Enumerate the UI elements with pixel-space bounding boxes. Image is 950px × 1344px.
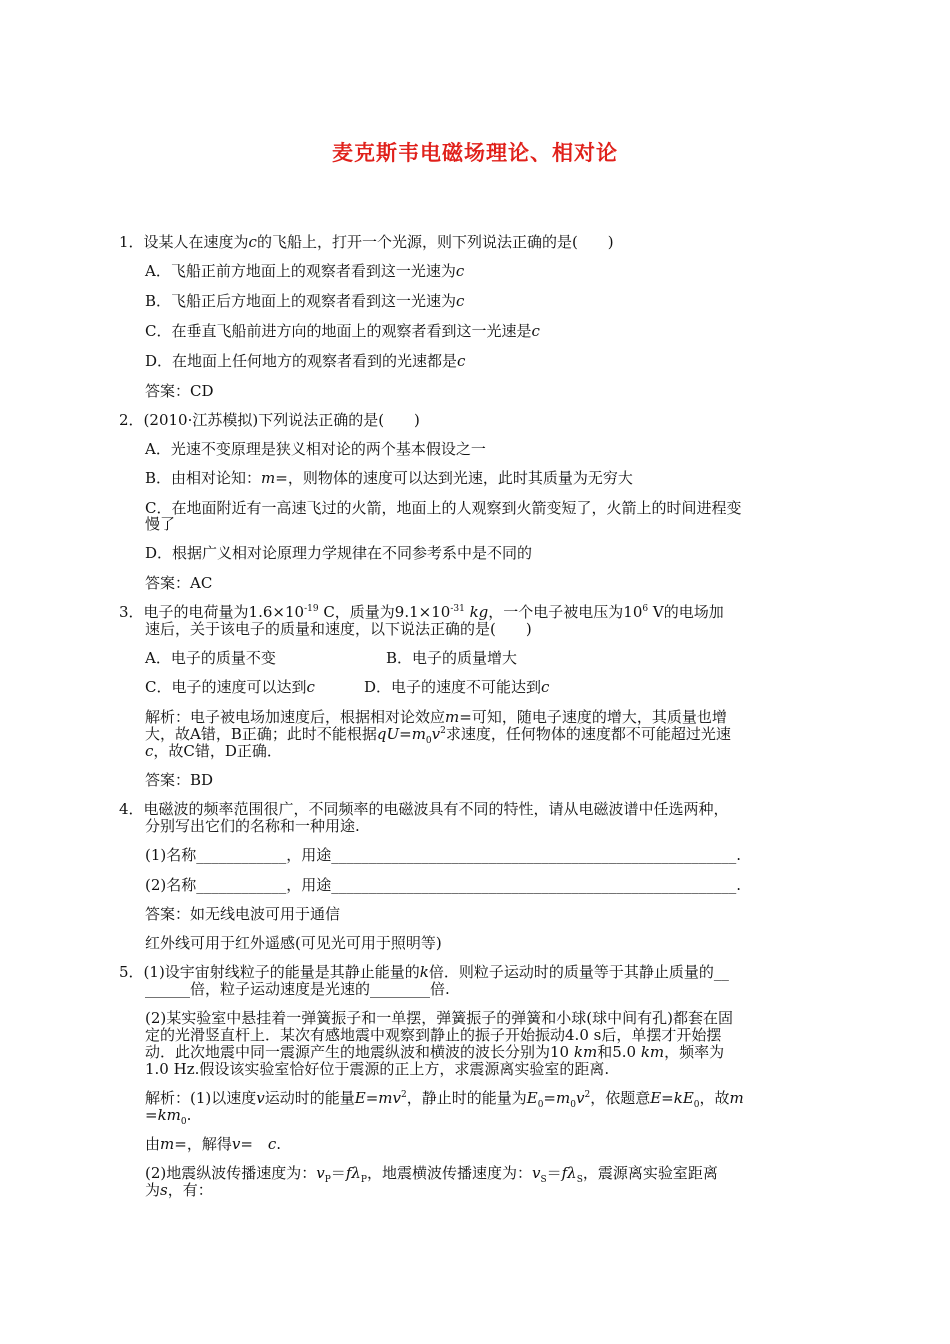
q3-option-c: C．电子的速度可以达到c: [145, 678, 315, 696]
q4-answer-line2: 红外线可用于红外遥感(可见光可用于照明等): [145, 934, 442, 952]
q1-answer: 答案：CD: [145, 382, 214, 400]
q1-option-d: D．在地面上任何地方的观察者看到的光速都是c: [145, 352, 466, 370]
q5-stem-line1: 5．(1)设宇宙射线粒子的能量是其静止能量的k倍．则粒子运动时的质量等于其静止质量的__: [119, 963, 729, 981]
q2-option-c-line2: 慢了: [145, 515, 176, 533]
q5-explanation-line5: 为s，有：: [145, 1181, 213, 1199]
q3-option-d: D．电子的速度不可能达到c: [364, 678, 550, 696]
q5-part2-line4: 1.0 Hz.假设该实验室恰好位于震源的正上方，求震源离实验室的距离.: [145, 1060, 610, 1078]
q4-stem-line1: 4．电磁波的频率范围很广，不同频率的电磁波具有不同的特性，请从电磁波谱中任选两种，: [119, 800, 729, 818]
q5-explanation-line2: $=km_0$.: [145, 1106, 192, 1127]
q5-explanation-line3: 由m=，解得v= c.: [145, 1135, 282, 1153]
q3-explanation-line1: 解析：电子被电场加速度后，根据相对论效应m=可知，随电子速度的增大，其质量也增: [145, 708, 727, 726]
q2-stem: 2．(2010·江苏模拟)下列说法正确的是( ): [119, 411, 420, 429]
q5-part2-line3: 动．此次地震中同一震源产生的地震纵波和横波的波长分别为10 km和5.0 km，频率为: [145, 1043, 725, 1061]
page-title: 麦克斯韦电磁场理论、相对论: [332, 140, 618, 165]
q1-stem: 1．设某人在速度为c的飞船上，打开一个光源，则下列说法正确的是( ): [119, 233, 614, 251]
q2-option-c-line1: C．在地面附近有一高速飞过的火箭，地面上的人观察到火箭变短了，火箭上的时间进程变: [145, 499, 742, 517]
q5-explanation-line1: 解析：(1)以速度v运动时的能量$E=mv^2$，静止时的能量为$E_0=m_0v^2$，依题意$E=kE_0$，故m: [145, 1089, 744, 1110]
q2-option-a: A．光速不变原理是狭义相对论的两个基本假设之一: [145, 440, 486, 458]
q5-part2-line1: (2)某实验室中悬挂着一弹簧振子和一单摆，弹簧振子的弹簧和小球(球中间有孔)都套在固: [145, 1009, 733, 1027]
q1-option-c: C．在垂直飞船前进方向的地面上的观察者看到这一光速是c: [145, 322, 540, 340]
q3-answer: 答案：BD: [145, 771, 214, 789]
q4-stem-line2: 分别写出它们的名称和一种用途.: [145, 817, 360, 835]
q5-stem-line2: ______倍，粒子运动速度是光速的________倍.: [145, 980, 450, 998]
q5-explanation-line4: (2)地震纵波传播速度为：$v_P=f\lambda_P$，地震横波传播速度为：$v_S=f\lambda_S$，震源离实验室距离: [145, 1164, 718, 1185]
q2-option-d: D．根据广义相对论原理力学规律在不同参考系中是不同的: [145, 544, 533, 562]
q3-option-a: A．电子的质量不变: [145, 649, 276, 667]
q4-answer-line1: 答案：如无线电波可用于通信: [145, 905, 341, 923]
q3-stem-line2: 速后，关于该电子的质量和速度，以下说法正确的是( ): [145, 620, 532, 638]
q3-stem-line1: 3．电子的电荷量为$1.6\times 10^{-19}$ C，质量为$9.1\times 10^{-31}$ kg，一个电子被电压为$10^6$ V的电场加: [119, 603, 724, 621]
q5-part2-line2: 定的光滑竖直杆上．某次有感地震中观察到静止的振子开始振动4.0 s后，单摆才开始摆: [145, 1026, 722, 1044]
q4-blank-1: (1)名称____________，用途______________________________________________________.: [145, 846, 742, 864]
q3-explanation-line3: c，故C错，D正确．: [145, 742, 282, 760]
q3-option-b: B．电子的质量增大: [386, 649, 518, 667]
q2-option-b: B．由相对论知：m=，则物体的速度可以达到光速，此时其质量为无穷大: [145, 469, 633, 487]
q3-explanation-line2: 大，故A错，B正确；此时不能根据$qU=m_0v^2$求速度，任何物体的速度都不可能超过光速: [145, 725, 731, 746]
q4-blank-2: (2)名称____________，用途______________________________________________________.: [145, 876, 742, 894]
q1-option-b: B．飞船正后方地面上的观察者看到这一光速为c: [145, 292, 465, 310]
q2-answer: 答案：AC: [145, 574, 213, 592]
q1-option-a: A．飞船正前方地面上的观察者看到这一光速为c: [145, 262, 465, 280]
